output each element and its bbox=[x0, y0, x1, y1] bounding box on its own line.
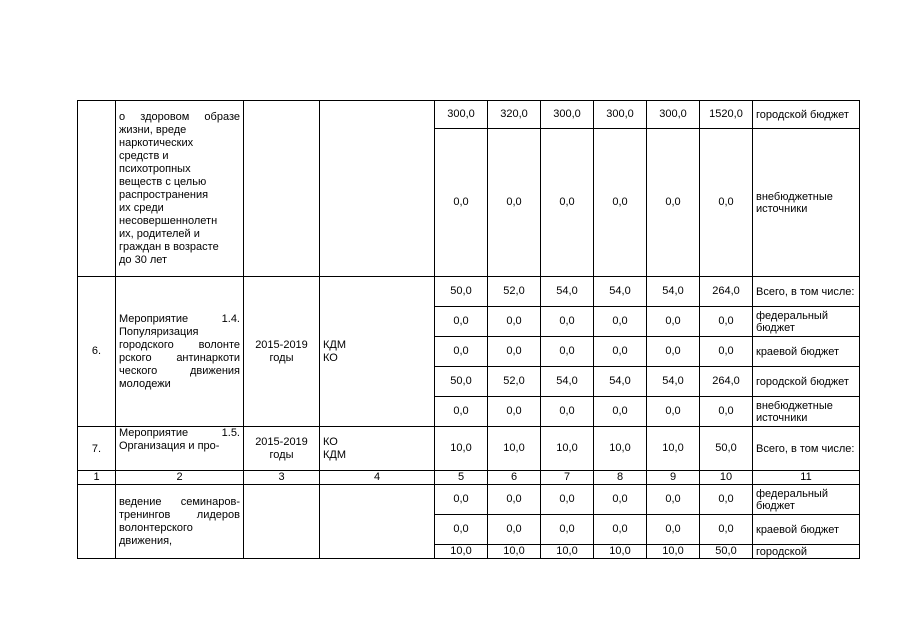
value-cell: 52,0 bbox=[488, 277, 541, 307]
total-cell: 0,0 bbox=[700, 515, 753, 545]
total-cell: 264,0 bbox=[700, 277, 753, 307]
executor-label: КО bbox=[323, 435, 338, 448]
desc-line: граждан в возрасте bbox=[119, 240, 219, 253]
column-number: 5 bbox=[435, 471, 488, 485]
value-cell: 0,0 bbox=[594, 307, 647, 337]
executor-label: КДМ bbox=[323, 338, 347, 351]
value-cell: 0,0 bbox=[435, 485, 488, 515]
total-cell: 50,0 bbox=[700, 427, 753, 471]
value-cell: 0,0 bbox=[488, 337, 541, 367]
desc-line: их среди bbox=[119, 201, 164, 214]
total-cell: 0,0 bbox=[700, 337, 753, 367]
value-cell: 0,0 bbox=[541, 397, 594, 427]
value-cell: 10,0 bbox=[435, 545, 488, 559]
value-cell: 0,0 bbox=[488, 515, 541, 545]
source-cell: краевой бюджет bbox=[753, 515, 860, 545]
column-number: 8 bbox=[594, 471, 647, 485]
value-cell: 300,0 bbox=[541, 101, 594, 129]
value-cell: 0,0 bbox=[488, 307, 541, 337]
column-number: 9 bbox=[647, 471, 700, 485]
value-cell: 0,0 bbox=[435, 397, 488, 427]
value-cell: 52,0 bbox=[488, 367, 541, 397]
row-number-cell bbox=[78, 485, 116, 559]
value-cell: 0,0 bbox=[647, 307, 700, 337]
desc-line: наркотических bbox=[119, 136, 194, 149]
value-cell: 50,0 bbox=[435, 277, 488, 307]
column-number: 10 bbox=[700, 471, 753, 485]
executor-cell bbox=[320, 485, 435, 559]
value-cell: 300,0 bbox=[435, 101, 488, 129]
years-cell: 2015-2019 годы bbox=[244, 427, 320, 471]
description-cell: Мероприятие 1.5. Организация и про- bbox=[116, 427, 244, 471]
value-cell: 0,0 bbox=[488, 485, 541, 515]
source-cell: федеральный бюджет bbox=[753, 485, 860, 515]
value-cell: 10,0 bbox=[594, 545, 647, 559]
value-cell: 54,0 bbox=[594, 277, 647, 307]
value-cell: 50,0 bbox=[435, 367, 488, 397]
desc-line: психотропных bbox=[119, 162, 191, 175]
table-row bbox=[78, 485, 860, 515]
total-cell: 0,0 bbox=[700, 485, 753, 515]
value-cell: 0,0 bbox=[647, 337, 700, 367]
value-cell: 0,0 bbox=[594, 397, 647, 427]
total-cell: 264,0 bbox=[700, 367, 753, 397]
value-cell: 320,0 bbox=[488, 101, 541, 129]
source-cell: городской бюджет bbox=[753, 101, 860, 129]
value-cell: 0,0 bbox=[435, 307, 488, 337]
value-cell: 0,0 bbox=[541, 129, 594, 277]
value-cell: 10,0 bbox=[647, 427, 700, 471]
column-number: 4 bbox=[320, 471, 435, 485]
total-cell: 1520,0 bbox=[700, 101, 753, 129]
column-number: 2 bbox=[116, 471, 244, 485]
value-cell: 0,0 bbox=[541, 337, 594, 367]
value-cell: 300,0 bbox=[594, 101, 647, 129]
value-cell: 54,0 bbox=[541, 367, 594, 397]
value-cell: 10,0 bbox=[435, 427, 488, 471]
value-cell: 0,0 bbox=[594, 129, 647, 277]
value-cell: 10,0 bbox=[647, 545, 700, 559]
value-cell: 10,0 bbox=[594, 427, 647, 471]
desc-line: средств и bbox=[119, 149, 169, 162]
value-cell: 10,0 bbox=[488, 427, 541, 471]
value-cell: 10,0 bbox=[541, 545, 594, 559]
source-cell: внебюджетные источники bbox=[753, 397, 860, 427]
value-cell: 0,0 bbox=[594, 515, 647, 545]
value-cell: 0,0 bbox=[488, 129, 541, 277]
value-cell: 0,0 bbox=[594, 485, 647, 515]
executor-cell bbox=[320, 277, 435, 427]
description-cell: ведение семинаров-тренингов лидеров волонтерского движения, bbox=[116, 485, 244, 559]
value-cell: 0,0 bbox=[647, 129, 700, 277]
value-cell: 0,0 bbox=[541, 515, 594, 545]
source-cell: Всего, в том числе: bbox=[753, 277, 860, 307]
total-cell: 0,0 bbox=[700, 129, 753, 277]
column-number: 11 bbox=[753, 471, 860, 485]
value-cell: 10,0 bbox=[488, 545, 541, 559]
years-cell: 2015-2019 годы bbox=[244, 277, 320, 427]
desc-line: распространения bbox=[119, 188, 209, 201]
executor-label: КДМ bbox=[323, 448, 347, 461]
desc-line: до 30 лет bbox=[119, 253, 168, 266]
executor-cell bbox=[320, 101, 435, 277]
source-cell: краевой бюджет bbox=[753, 337, 860, 367]
row-number-cell: 6. bbox=[78, 277, 116, 427]
description-cell bbox=[116, 101, 244, 277]
value-cell: 54,0 bbox=[594, 367, 647, 397]
executor-cell bbox=[320, 427, 435, 471]
column-number: 7 bbox=[541, 471, 594, 485]
table-row bbox=[78, 427, 860, 471]
value-cell: 0,0 bbox=[541, 485, 594, 515]
row-number-cell: 7. bbox=[78, 427, 116, 471]
value-cell: 54,0 bbox=[647, 277, 700, 307]
desc-line: их, родителей и bbox=[119, 227, 200, 240]
desc-line: о здоровом образе жизни, вреде bbox=[119, 110, 240, 136]
program-table bbox=[77, 100, 860, 559]
source-cell: федеральный бюджет bbox=[753, 307, 860, 337]
value-cell: 0,0 bbox=[488, 397, 541, 427]
value-cell: 54,0 bbox=[541, 277, 594, 307]
desc-line: веществ с целью bbox=[119, 175, 207, 188]
source-cell: городской bbox=[753, 545, 860, 559]
column-number: 6 bbox=[488, 471, 541, 485]
value-cell: 0,0 bbox=[435, 515, 488, 545]
desc-line: несовершеннолетн bbox=[119, 214, 218, 227]
value-cell: 0,0 bbox=[435, 337, 488, 367]
value-cell: 0,0 bbox=[541, 307, 594, 337]
table-row bbox=[78, 101, 860, 129]
column-number-row bbox=[78, 471, 860, 485]
total-cell: 0,0 bbox=[700, 397, 753, 427]
column-number: 1 bbox=[78, 471, 116, 485]
value-cell: 0,0 bbox=[647, 485, 700, 515]
value-cell: 54,0 bbox=[647, 367, 700, 397]
description-cell: Мероприятие 1.4. Популяризация городского волонте рского антинаркоти ческого движения молодежи bbox=[116, 277, 244, 427]
source-cell: городской бюджет bbox=[753, 367, 860, 397]
value-cell: 0,0 bbox=[647, 515, 700, 545]
value-cell: 10,0 bbox=[541, 427, 594, 471]
value-cell: 0,0 bbox=[594, 337, 647, 367]
source-cell: внебюджетные источники bbox=[753, 129, 860, 277]
total-cell: 50,0 bbox=[700, 545, 753, 559]
column-number: 3 bbox=[244, 471, 320, 485]
source-cell: Всего, в том числе: bbox=[753, 427, 860, 471]
row-number-cell bbox=[78, 101, 116, 277]
executor-label: КО bbox=[323, 351, 338, 364]
years-cell bbox=[244, 485, 320, 559]
value-cell: 0,0 bbox=[647, 397, 700, 427]
value-cell: 300,0 bbox=[647, 101, 700, 129]
years-cell bbox=[244, 101, 320, 277]
table-row bbox=[78, 277, 860, 307]
value-cell: 0,0 bbox=[435, 129, 488, 277]
total-cell: 0,0 bbox=[700, 307, 753, 337]
